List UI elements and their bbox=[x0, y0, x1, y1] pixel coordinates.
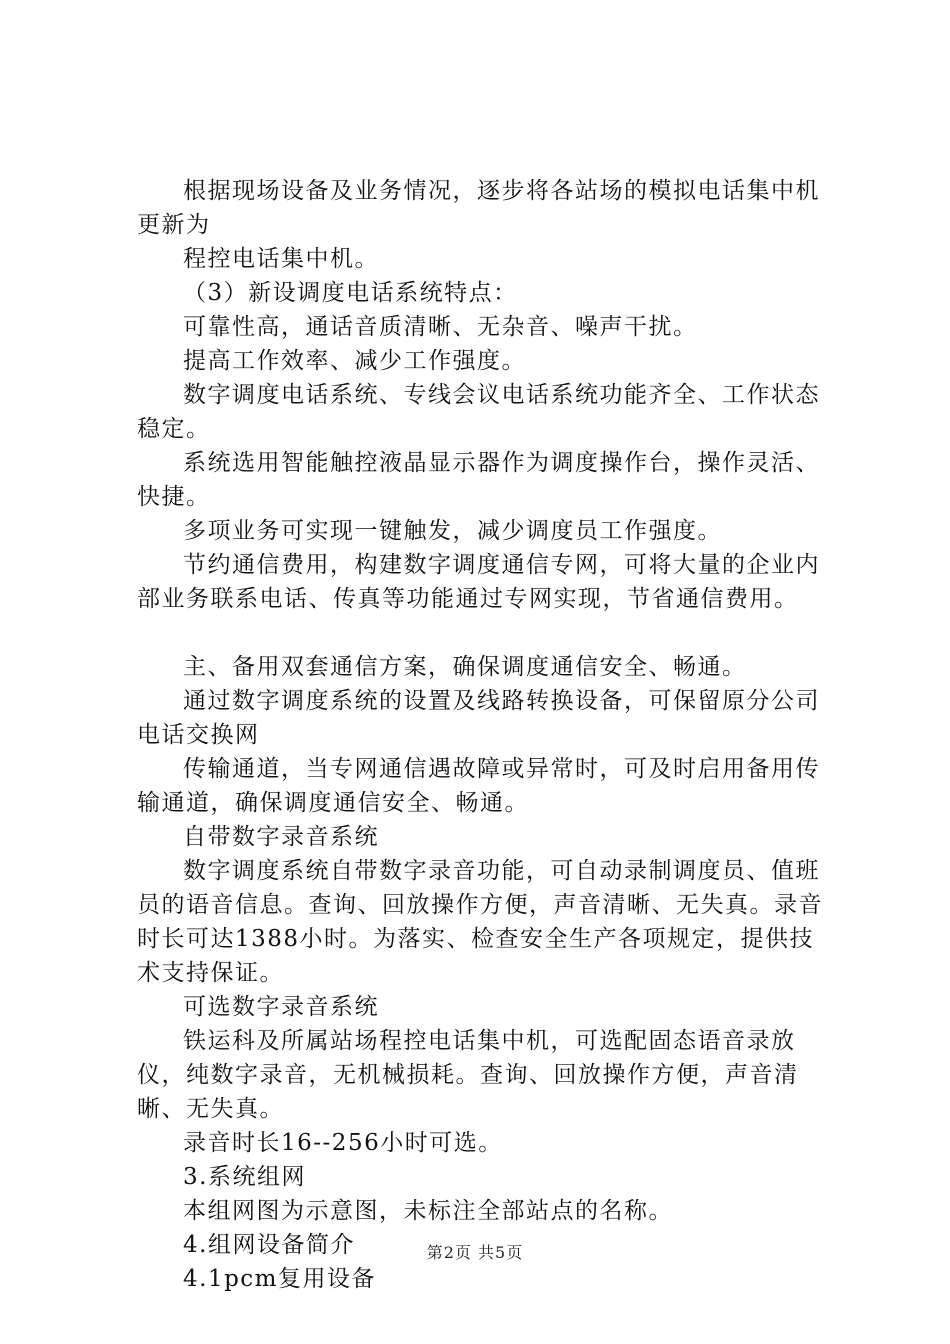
paragraph-17: 录音时长16--256小时可选。 bbox=[183, 1130, 503, 1156]
paragraph-8: 多项业务可实现一键触发，减少调度员工作强度。 bbox=[183, 518, 722, 544]
paragraph-12: 传输通道，当专网通信遇故障或异常时，可及时启用备用传输通道，确保调度通信安全、畅通。 bbox=[137, 756, 820, 816]
paragraph-6: 数字调度电话系统、专线会议电话系统功能齐全、工作状态稳定。 bbox=[137, 382, 820, 442]
paragraph-20: 4.组网设备简介 bbox=[183, 1232, 355, 1258]
page-footer: 第2页 共5页 bbox=[426, 1243, 524, 1262]
paragraph-4: 可靠性高，通话音质清晰、无杂音、噪声干扰。 bbox=[183, 314, 698, 340]
paragraph-10: 主、备用双套通信方案，确保调度通信安全、畅通。 bbox=[183, 654, 747, 680]
paragraph-1: 根据现场设备及业务情况，逐步将各站场的模拟电话集中机更新为 bbox=[137, 178, 820, 238]
paragraph-14: 数字调度系统自带数字录音功能，可自动录制调度员、值班员的语音信息。查询、回放操作方便，声音清晰、无失真。录音时长可达1388小时。为落实、检查安全生产各项规定，提供技术支持保证。 bbox=[137, 858, 823, 986]
paragraph-gap bbox=[137, 616, 837, 650]
paragraph-15: 可选数字录音系统 bbox=[183, 994, 379, 1020]
paragraph-5: 提高工作效率、减少工作强度。 bbox=[183, 348, 526, 374]
paragraph-2: 程控电话集中机。 bbox=[183, 246, 379, 272]
paragraph-7: 系统选用智能触控液晶显示器作为调度操作台，操作灵活、快捷。 bbox=[137, 450, 820, 510]
paragraph-9: 节约通信费用，构建数字调度通信专网，可将大量的企业内部业务联系电话、传真等功能通过专网实现，节省通信费用。 bbox=[137, 552, 820, 612]
paragraph-16: 铁运科及所属站场程控电话集中机，可选配固态语音录放仪，纯数字录音，无机械损耗。查询、回放操作方便，声音清晰、无失真。 bbox=[137, 1028, 799, 1122]
paragraph-18: 3.系统组网 bbox=[183, 1164, 306, 1190]
paragraph-11: 通过数字调度系统的设置及线路转换设备，可保留原分公司电话交换网 bbox=[137, 688, 820, 748]
paragraph-19: 本组网图为示意图，未标注全部站点的名称。 bbox=[183, 1198, 673, 1224]
paragraph-3: （3）新设调度电话系统特点： bbox=[183, 280, 518, 306]
paragraph-21: 4.1pcm复用设备 bbox=[183, 1266, 376, 1292]
document-body bbox=[137, 174, 837, 1296]
paragraph-13: 自带数字录音系统 bbox=[183, 824, 379, 850]
